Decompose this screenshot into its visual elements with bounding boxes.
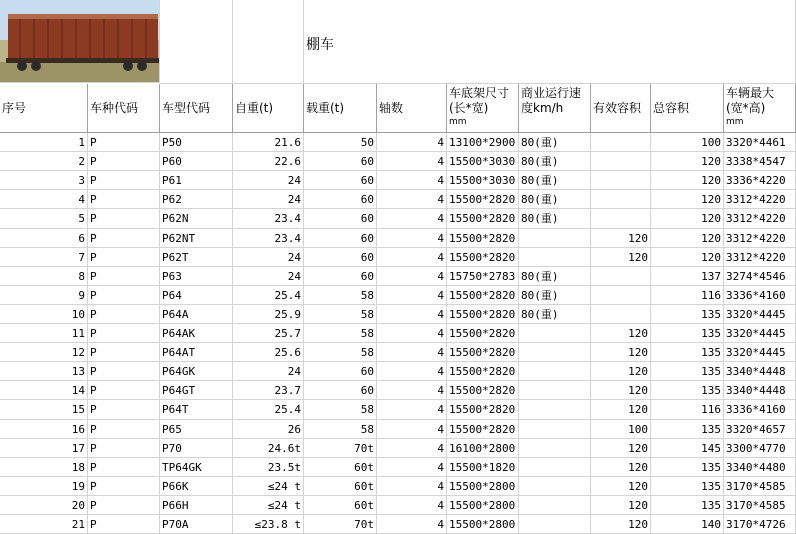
table-cell: 17: [0, 439, 88, 458]
table-cell: 60: [304, 229, 377, 248]
table-cell: P64: [160, 286, 233, 305]
table-cell: P64AT: [160, 343, 233, 362]
table-cell: P62: [160, 190, 233, 209]
table-cell: 25.4: [233, 286, 304, 305]
table-cell: [519, 362, 591, 381]
table-cell: 80(重): [519, 209, 591, 229]
header-frame-size: [447, 84, 519, 133]
table-cell: P64T: [160, 400, 233, 420]
table-cell: ≤24 t: [233, 496, 304, 515]
header-line: (长*宽): [449, 101, 489, 115]
table-cell: 15500*2820: [447, 324, 519, 343]
table-cell: 15500*2820: [447, 248, 519, 267]
table-cell: 120: [591, 381, 651, 400]
table-cell: P: [88, 133, 160, 152]
table-cell: [591, 171, 651, 190]
table-cell: 24: [233, 362, 304, 381]
table-cell: P64AK: [160, 324, 233, 343]
table-cell: 6: [0, 229, 88, 248]
header-axles: 轴数: [377, 84, 447, 133]
table-cell: P66K: [160, 477, 233, 496]
table-cell: 5: [0, 209, 88, 229]
table-cell: 58: [304, 343, 377, 362]
table-cell: 25.6: [233, 343, 304, 362]
table-cell: P62T: [160, 248, 233, 267]
table-cell: 120: [591, 458, 651, 477]
table-cell: 3320*4445: [724, 343, 796, 362]
table-cell: 3336*4220: [724, 171, 796, 190]
table-cell: P70: [160, 439, 233, 458]
table-cell: 3340*4448: [724, 362, 796, 381]
table-cell: 18: [0, 458, 88, 477]
table-cell: [519, 381, 591, 400]
table-cell: 13100*2900: [447, 133, 519, 152]
table-cell: 120: [591, 248, 651, 267]
table-cell: 10: [0, 305, 88, 324]
table-cell: 25.9: [233, 305, 304, 324]
table-cell: 120: [591, 229, 651, 248]
table-cell: 80(重): [519, 133, 591, 152]
table-cell: 20: [0, 496, 88, 515]
table-cell: 135: [651, 496, 724, 515]
table-cell: 4: [377, 324, 447, 343]
header-seq: 序号: [0, 84, 88, 133]
table-cell: 1: [0, 133, 88, 152]
table-cell: [519, 496, 591, 515]
table-cell: 120: [591, 343, 651, 362]
table-cell: 15500*2800: [447, 477, 519, 496]
table-cell: 60: [304, 381, 377, 400]
table-cell: 3300*4770: [724, 439, 796, 458]
table-cell: 58: [304, 286, 377, 305]
table-cell: 4: [377, 362, 447, 381]
table-cell: 4: [377, 305, 447, 324]
table-cell: P: [88, 381, 160, 400]
table-cell: 3340*4480: [724, 458, 796, 477]
table-cell: 60t: [304, 477, 377, 496]
table-cell: P: [88, 305, 160, 324]
table-cell: 15500*2820: [447, 362, 519, 381]
table-cell: P: [88, 267, 160, 286]
table-cell: 80(重): [519, 286, 591, 305]
sheet-title: 棚车: [306, 37, 334, 53]
table-cell: 4: [377, 439, 447, 458]
table-cell: 137: [651, 267, 724, 286]
table-cell: 23.4: [233, 229, 304, 248]
table-cell: 15500*2820: [447, 400, 519, 420]
table-cell: [591, 209, 651, 229]
table-cell: 4: [377, 515, 447, 534]
table-cell: 120: [651, 171, 724, 190]
table-cell: 4: [377, 209, 447, 229]
table-cell: 60t: [304, 496, 377, 515]
table-cell: P: [88, 362, 160, 381]
table-cell: 120: [591, 324, 651, 343]
table-cell: 60: [304, 190, 377, 209]
table-cell: 3312*4220: [724, 190, 796, 209]
table-cell: 120: [591, 477, 651, 496]
table-cell: 3170*4585: [724, 477, 796, 496]
header-line: mm: [726, 117, 744, 127]
table-cell: 135: [651, 477, 724, 496]
table-cell: P66H: [160, 496, 233, 515]
table-cell: 3320*4445: [724, 305, 796, 324]
table-cell: [519, 458, 591, 477]
table-cell: 23.5t: [233, 458, 304, 477]
table-cell: 60: [304, 152, 377, 171]
table-cell: 3274*4546: [724, 267, 796, 286]
table-cell: 4: [377, 133, 447, 152]
table-cell: P: [88, 209, 160, 229]
table-cell: 80(重): [519, 190, 591, 209]
table-cell: P: [88, 420, 160, 439]
table-cell: [519, 229, 591, 248]
table-cell: 4: [377, 343, 447, 362]
table-cell: 15: [0, 400, 88, 420]
table-cell: 15500*2820: [447, 305, 519, 324]
table-cell: 3340*4448: [724, 381, 796, 400]
table-cell: 100: [651, 133, 724, 152]
table-cell: 4: [377, 286, 447, 305]
table-cell: 23.7: [233, 381, 304, 400]
header-total-volume: 总容积: [651, 84, 724, 133]
blank-cell: [160, 0, 233, 84]
table-cell: 15500*2820: [447, 229, 519, 248]
table-cell: P62NT: [160, 229, 233, 248]
table-cell: P: [88, 496, 160, 515]
table-cell: 14: [0, 381, 88, 400]
table-cell: 120: [591, 362, 651, 381]
table-cell: [519, 420, 591, 439]
table-cell: 15500*2820: [447, 420, 519, 439]
table-cell: 4: [377, 171, 447, 190]
table-cell: 120: [651, 209, 724, 229]
table-cell: 140: [651, 515, 724, 534]
table-cell: 100: [591, 420, 651, 439]
header-speed: [519, 84, 591, 133]
table-cell: 4: [0, 190, 88, 209]
table-cell: 23.4: [233, 209, 304, 229]
table-cell: P70A: [160, 515, 233, 534]
table-cell: P: [88, 152, 160, 171]
table-cell: 60: [304, 171, 377, 190]
table-cell: 15500*2820: [447, 286, 519, 305]
table-cell: [519, 343, 591, 362]
table-cell: 4: [377, 190, 447, 209]
table-cell: 15500*1820: [447, 458, 519, 477]
table-cell: 135: [651, 458, 724, 477]
table-cell: 25.4: [233, 400, 304, 420]
table-cell: 3170*4585: [724, 496, 796, 515]
table-cell: [519, 324, 591, 343]
table-cell: P: [88, 171, 160, 190]
table-cell: 24: [233, 248, 304, 267]
table-cell: 12: [0, 343, 88, 362]
header-line: 商业运行速: [521, 86, 582, 100]
table-cell: 15500*2820: [447, 190, 519, 209]
table-cell: 120: [651, 229, 724, 248]
table-cell: 80(重): [519, 267, 591, 286]
table-cell: 3312*4220: [724, 229, 796, 248]
table-cell: 3320*4461: [724, 133, 796, 152]
table-cell: 60: [304, 248, 377, 267]
table-cell: [591, 133, 651, 152]
table-cell: P: [88, 343, 160, 362]
table-cell: P60: [160, 152, 233, 171]
table-cell: P: [88, 324, 160, 343]
table-cell: 135: [651, 420, 724, 439]
table-cell: 22.6: [233, 152, 304, 171]
table-cell: 24: [233, 190, 304, 209]
table-cell: 7: [0, 248, 88, 267]
table-cell: 80(重): [519, 305, 591, 324]
header-max-size: [724, 84, 796, 133]
header-self-weight: 自重(t): [233, 84, 304, 133]
table-cell: 24: [233, 267, 304, 286]
table-cell: 58: [304, 400, 377, 420]
table-cell: 3312*4220: [724, 209, 796, 229]
table-cell: 8: [0, 267, 88, 286]
blank-cell: [304, 0, 796, 84]
table-cell: 4: [377, 229, 447, 248]
table-cell: P64A: [160, 305, 233, 324]
table-cell: [591, 286, 651, 305]
table-cell: 120: [651, 190, 724, 209]
table-cell: P64GT: [160, 381, 233, 400]
table-cell: ≤24 t: [233, 477, 304, 496]
table-cell: 3320*4445: [724, 324, 796, 343]
table-cell: P: [88, 190, 160, 209]
table-cell: P63: [160, 267, 233, 286]
table-cell: P: [88, 248, 160, 267]
table-cell: 60: [304, 267, 377, 286]
table-cell: 4: [377, 420, 447, 439]
table-cell: 50: [304, 133, 377, 152]
table-cell: 15500*2800: [447, 496, 519, 515]
table-cell: 2: [0, 152, 88, 171]
table-cell: P: [88, 229, 160, 248]
header-load-weight: 载重(t): [304, 84, 377, 133]
table-cell: 4: [377, 248, 447, 267]
header-line: 度km/h: [521, 101, 564, 115]
table-cell: 58: [304, 324, 377, 343]
table-cell: [591, 305, 651, 324]
table-cell: 15500*2820: [447, 381, 519, 400]
table-cell: 70t: [304, 439, 377, 458]
table-cell: TP64GK: [160, 458, 233, 477]
table-cell: 21.6: [233, 133, 304, 152]
table-cell: 4: [377, 152, 447, 171]
table-cell: P: [88, 477, 160, 496]
table-cell: 15500*2820: [447, 209, 519, 229]
table-cell: 135: [651, 381, 724, 400]
table-cell: P64GK: [160, 362, 233, 381]
table-cell: 4: [377, 381, 447, 400]
table-cell: P: [88, 286, 160, 305]
header-line: 车辆最大: [726, 86, 775, 100]
table-cell: 116: [651, 400, 724, 420]
table-cell: ≤23.8 t: [233, 515, 304, 534]
table-cell: 3312*4220: [724, 248, 796, 267]
table-cell: 26: [233, 420, 304, 439]
table-cell: 80(重): [519, 171, 591, 190]
table-cell: P: [88, 515, 160, 534]
table-cell: 120: [591, 400, 651, 420]
table-cell: 3170*4726: [724, 515, 796, 534]
table-cell: 120: [651, 248, 724, 267]
table-cell: P62N: [160, 209, 233, 229]
table-cell: 24: [233, 171, 304, 190]
table-cell: P: [88, 458, 160, 477]
table-cell: [591, 190, 651, 209]
boxcar-image: [0, 0, 160, 83]
header-effective-volume: 有效容积: [591, 84, 651, 133]
table-cell: 15750*2783: [447, 267, 519, 286]
table-cell: 24.6t: [233, 439, 304, 458]
table-cell: 3338*4547: [724, 152, 796, 171]
table-cell: 11: [0, 324, 88, 343]
table-cell: 13: [0, 362, 88, 381]
table-cell: 19: [0, 477, 88, 496]
header-kind-code: 车种代码: [88, 84, 160, 133]
table-cell: 4: [377, 267, 447, 286]
table-cell: 16: [0, 420, 88, 439]
table-cell: [519, 477, 591, 496]
table-cell: 3: [0, 171, 88, 190]
table-cell: 58: [304, 420, 377, 439]
table-cell: 120: [651, 152, 724, 171]
table-cell: 25.7: [233, 324, 304, 343]
table-cell: 15500*2820: [447, 343, 519, 362]
boxcar-photo: [0, 0, 160, 83]
table-cell: 116: [651, 286, 724, 305]
table-cell: 3320*4657: [724, 420, 796, 439]
table-cell: 21: [0, 515, 88, 534]
table-cell: 145: [651, 439, 724, 458]
blank-cell: [233, 0, 304, 84]
table-cell: P: [88, 400, 160, 420]
table-cell: P65: [160, 420, 233, 439]
table-cell: 4: [377, 458, 447, 477]
table-cell: 120: [591, 439, 651, 458]
table-cell: 80(重): [519, 152, 591, 171]
table-cell: 60t: [304, 458, 377, 477]
table-cell: 135: [651, 324, 724, 343]
header-line: 车底架尺寸: [449, 86, 510, 100]
table-cell: P: [88, 439, 160, 458]
table-cell: [519, 515, 591, 534]
table-cell: 4: [377, 400, 447, 420]
header-line: (宽*高): [726, 101, 766, 115]
table-cell: 70t: [304, 515, 377, 534]
table-cell: [519, 439, 591, 458]
table-cell: 120: [591, 515, 651, 534]
table-cell: 4: [377, 496, 447, 515]
table-cell: [591, 267, 651, 286]
table-cell: 135: [651, 305, 724, 324]
table-cell: 60: [304, 362, 377, 381]
table-cell: [591, 152, 651, 171]
header-line: mm: [449, 117, 467, 127]
table-cell: 9: [0, 286, 88, 305]
table-cell: 135: [651, 362, 724, 381]
table-cell: 3336*4160: [724, 400, 796, 420]
header-model-code: 车型代码: [160, 84, 233, 133]
table-cell: 3336*4160: [724, 286, 796, 305]
table-cell: 15500*3030: [447, 152, 519, 171]
table-cell: 15500*2800: [447, 515, 519, 534]
table-cell: P50: [160, 133, 233, 152]
table-cell: 120: [591, 496, 651, 515]
table-cell: [519, 248, 591, 267]
table-cell: [519, 400, 591, 420]
table-cell: 15500*3030: [447, 171, 519, 190]
table-cell: 60: [304, 209, 377, 229]
table-cell: 4: [377, 477, 447, 496]
table-cell: 58: [304, 305, 377, 324]
table-cell: 16100*2800: [447, 439, 519, 458]
table-cell: 135: [651, 343, 724, 362]
table-cell: P61: [160, 171, 233, 190]
